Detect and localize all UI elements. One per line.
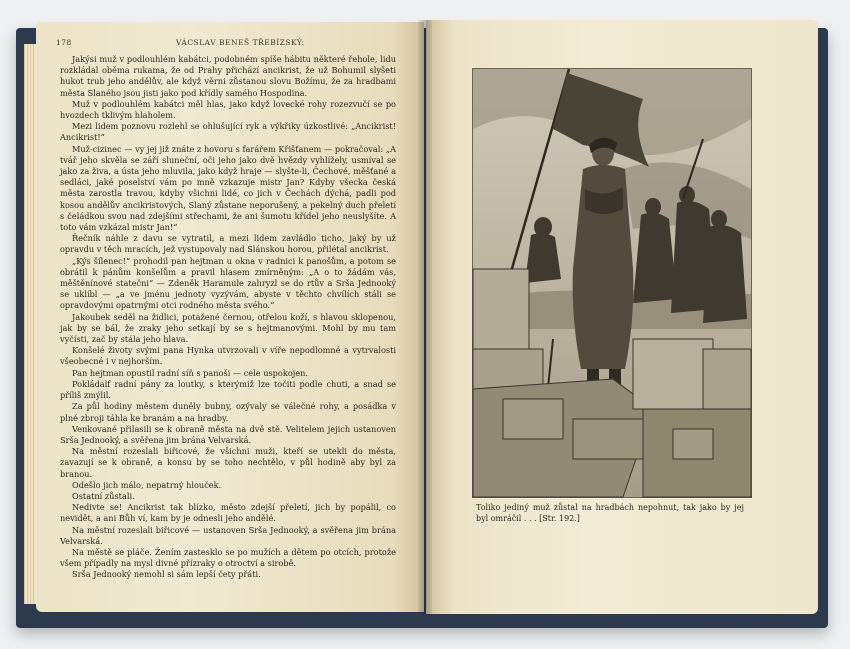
paragraph: Ostatní zůstali. (72, 490, 135, 501)
caption-page-reference: [Str. 192.] (539, 514, 580, 523)
paragraph: Srša Jednooký nemohl si sám lepší čety přáti. (72, 569, 261, 580)
illustration-caption (476, 502, 744, 524)
illustration (472, 68, 752, 498)
page-header (56, 38, 396, 50)
illustration-drawing (473, 69, 751, 497)
body-text (60, 54, 396, 580)
paragraph: Jakoubek seděl na židlici, potažené černou, otřelou koží, s hlavou sklopenou, jak by se bál, že zraky jeho setkají by se s hejtmanovými. Mohl by mu tam vyčísti, zač by stála jeho hlava. (60, 311, 396, 345)
paragraph: Jakýsi muž v podlouhlém kabátci, podobném spíše hábitu některé řeholе, lidu rozkládal oběma rukama, že od Prahy přichází ancikrist, že už Bohumil slyšeti hukot trub jeho andělův, ale když věrni zůstanou slovu Božímu, že za hradbami města Slaného jsou jisti jako pod křídly samého Hospodina. (60, 54, 396, 98)
paragraph: Na městní rozeslali biřicové, že všichni muži, kteří se utekli do města, zavazují se k obraně, a konsu by se toho nechtělo, v půl hodině aby byl za branou. (60, 446, 396, 479)
paragraph: Za půl hodiny městem duněly bubny, ozývaly se válečné rohy, a posádka v plné zbroji táhla ke branám a na hradby. (60, 401, 396, 423)
paragraph: Na městní rozeslali biřicové — ustanoven Srša Jednooký, a svěřena jim brána Velvarská. (60, 524, 396, 546)
caption-text: Toliko jediný muž zůstal na hradbách nepohnut, tak jako by jej byl omráčil . . . (476, 503, 744, 523)
paragraph: Řečník náhle z davu se vytratil, a mezi lidem zavládlo ticho, jaký by už opravdu v těch mracích, jež vystupovaly nad Slánskou horou, přilétal ancikrist. (60, 233, 396, 255)
paragraph: Muž-cizinec — vy jej již znáte z hovoru s farářem Křišťanem — pokračoval: „A tvář jeho skvěla se září sluneční, oči jeho jako dvě hvězdy vyhlížely, usmíval se jako za živa, a ústa jeho mluvila, jako když hraje — slyšte-li, Čechové, měšťané a sedláci, jaké poselství vám po mně vzkazuje mistr Jan? Kdyby všecka česká města zarostla travou, kdyby všichni lidé, co jich v Čechách dýchá, padli pod kosou andělův ancikristových, Slaný zůstane neporušený, a pekelný duch přeletí s čeládkou svou nad zdejšími střechami, že ani šumotu křídel jeho neuslyšíte. A toto vám vzkázal mistr Jan!“ (60, 143, 396, 233)
paragraph: Konšelé životy svými pana Hynka utvrzovali v víře nepodlomné a vytrvalosti všeobecné i v nejhorším. (60, 345, 396, 367)
paragraph: „Kýs šílenec!“ prohodil pan hejtman u okna v radnici k panošům, a potom se obrátil k pánům konšelům a pravil hlasem zmírněným: „A o to žádám vás, měštěnínové statečni“ — Zdeněk Haramule zahryzl se do rtův a Srša Jednooký se uklíbl — „a ve jménu jednoty vyzývám, abyste v těchto chvílích stáli se opravdovými opatrnými otci rodného města svého.“ (60, 255, 396, 311)
paragraph: Nedivte se! Ancikrist tak blízko, město zdejší přeletí, jich by popálil, co nevidět, a ani Bůh ví, kam by je odnesli jeho andělé. (60, 502, 396, 524)
paragraph: Mezi lidem poznovu rozlehl se ohlušující ryk a výkřiky úzkostlivé: „Ancikrist! Ancikrist!“ (60, 121, 396, 143)
page-number: 178 (56, 38, 72, 47)
paragraph: Pokládalf radní pány za loutky, s kterýmiž lze točiti podle chuti, a snad se příliš zmýlil. (60, 378, 396, 401)
paragraph: Venkované přilasili se k obraně města na dvě stě. Velitelem jejich ustanoven Srša Jednooký, a svěřena jim brána Velvarská. (60, 423, 396, 445)
paragraph: Odešlo jich málo, nepatrný hlouček. (72, 479, 222, 490)
paragraph: Muž v podlouhlém kabátci měl hlas, jako když lovecké rohy rozezvučí se po hvozdech tklivým hlaholem. (60, 98, 396, 121)
paragraph: Na městě se pláče. Žením zastesklo se po mužích a dětem po otcích, protože všem případly na mysl divné přízraky o otroctví a sirobě. (60, 546, 396, 569)
paragraph: Pan hejtman opustil radní síň s panoši — cele uspokojen. (72, 367, 309, 378)
running-title: VÁCSLAV BENEŠ TŘEBÍZSKÝ: (176, 38, 305, 47)
book-gutter (418, 20, 432, 614)
